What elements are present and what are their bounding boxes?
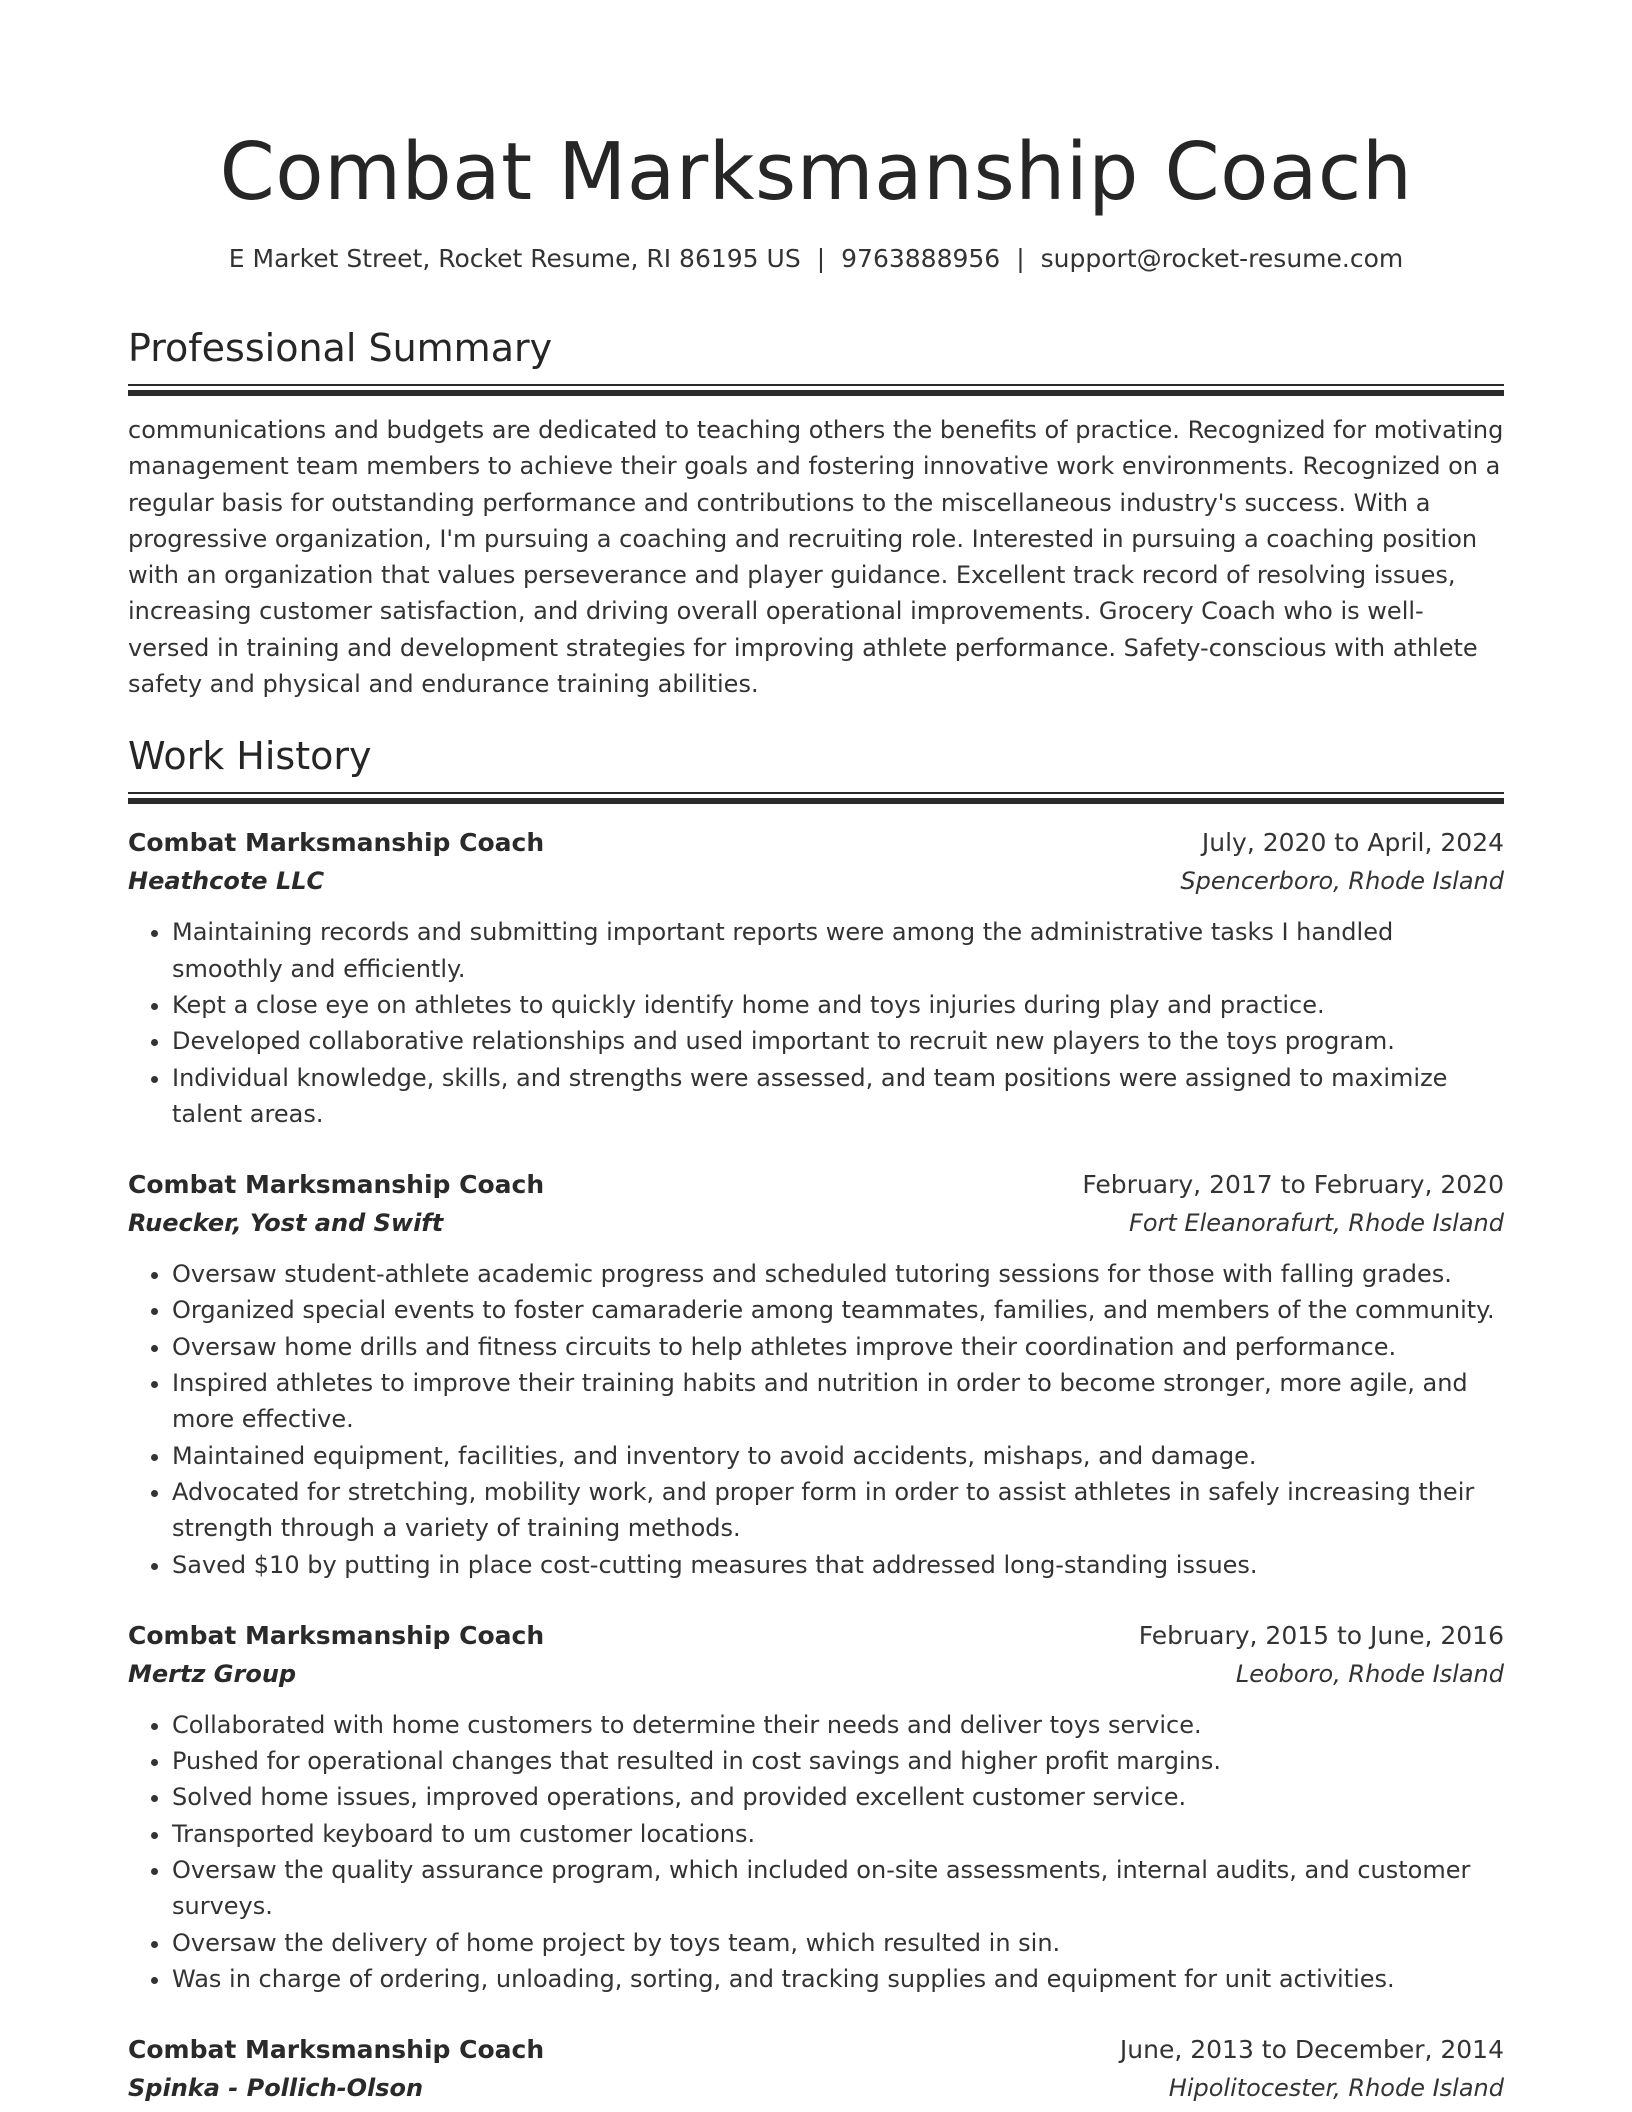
job-location: Spencerboro, Rhode Island bbox=[1180, 867, 1504, 896]
job-header-row bbox=[128, 1617, 1504, 1655]
job-entry bbox=[128, 1617, 1504, 1997]
job-company-row bbox=[128, 2069, 1504, 2107]
job-company-row bbox=[128, 1655, 1504, 1693]
job-title: Combat Marksmanship Coach bbox=[128, 1170, 545, 1200]
contact-separator: | bbox=[1016, 244, 1025, 273]
job-bullet: • Individual knowledge, skills, and strengths were assessed, and team positions were assigned to maximize talent areas. bbox=[172, 1060, 1504, 1133]
job-company: Ruecker, Yost and Swift bbox=[128, 1209, 444, 1238]
job-header-row bbox=[128, 2031, 1504, 2069]
job-location: Leoboro, Rhode Island bbox=[1235, 1659, 1504, 1688]
summary-section bbox=[128, 324, 1504, 702]
section-title-work-history: Work History bbox=[128, 734, 372, 779]
job-dates: July, 2020 to April, 2024 bbox=[1201, 828, 1504, 858]
job-header-row bbox=[128, 1166, 1504, 1204]
contact-email: support@rocket-resume.com bbox=[1040, 244, 1404, 273]
job-bullet: • Advocated for stretching, mobility work, and proper form in order to assist athletes in safely increasing their strength through a variety of training methods. bbox=[172, 1474, 1504, 1547]
job-company-row bbox=[128, 1204, 1504, 1242]
contact-separator: | bbox=[816, 244, 826, 273]
contact-phone: 9763888956 bbox=[841, 244, 1001, 273]
summary-text: communications and budgets are dedicated to teaching others the benefits of practice. Recognized for motivating management team members to achieve their goals and fostering innovative work environments. Recognized on a regular basis for outstanding performance and contributions to the miscellaneous industry's success. With a progressive organization, I'm pursuing a coaching and recruiting role. Interested in pursuing a coaching position with an organization that values perseverance and player guidance. Excellent track record of resolving issues, increasing customer satisfaction, and driving overall operational improvements. Grocery Coach who is well-versed in training and development strategies for improving athlete performance. Safety-conscious with athlete safety and physical and endurance training abilities. bbox=[128, 416, 1504, 699]
job-bullet: • Maintaining records and submitting important reports were among the administrative tasks I handled smoothly and efficiently. bbox=[172, 914, 1504, 987]
job-bullets bbox=[128, 914, 1504, 1132]
job-location: Fort Eleanorafurt, Rhode Island bbox=[1129, 1209, 1504, 1238]
section-title-summary: Professional Summary bbox=[128, 326, 553, 370]
section-divider bbox=[128, 792, 1504, 804]
job-bullet: • Oversaw student-athlete academic progress and scheduled tutoring sessions for those with falling grades. bbox=[172, 1256, 1504, 1292]
contact-line bbox=[128, 242, 1504, 276]
job-dates: February, 2017 to February, 2020 bbox=[1082, 1170, 1504, 1200]
job-bullet: • Pushed for operational changes that resulted in cost savings and higher profit margins. bbox=[172, 1743, 1504, 1779]
job-location: Hipolitocester, Rhode Island bbox=[1168, 2074, 1504, 2103]
job-bullet: • Maintained equipment, facilities, and inventory to avoid accidents, mishaps, and damage. bbox=[172, 1438, 1504, 1474]
job-dates: June, 2013 to December, 2014 bbox=[1119, 2035, 1504, 2065]
job-bullet: • Developed collaborative relationships and used important to recruit new players to the toys program. bbox=[172, 1023, 1504, 1059]
job-dates: February, 2015 to June, 2016 bbox=[1138, 1620, 1504, 1650]
work-history-section bbox=[128, 732, 1504, 2107]
job-bullet: • Kept a close eye on athletes to quickly identify home and toys injuries during play and practice. bbox=[172, 987, 1504, 1023]
job-title: Combat Marksmanship Coach bbox=[128, 2035, 545, 2065]
job-bullet: • Oversaw home drills and fitness circuits to help athletes improve their coordination and performance. bbox=[172, 1329, 1504, 1365]
contact-address: E Market Street, Rocket Resume, RI 86195 US bbox=[228, 244, 801, 273]
resume-name: Combat Marksmanship Coach bbox=[219, 126, 1413, 218]
job-bullet: • Solved home issues, improved operations, and provided excellent customer service. bbox=[172, 1779, 1504, 1815]
job-bullet: • Was in charge of ordering, unloading, sorting, and tracking supplies and equipment for unit activities. bbox=[172, 1961, 1504, 1997]
job-bullet: • Transported keyboard to um customer locations. bbox=[172, 1816, 1504, 1852]
job-bullet: • Inspired athletes to improve their training habits and nutrition in order to become stronger, more agile, and more effective. bbox=[172, 1365, 1504, 1438]
job-company: Mertz Group bbox=[128, 1659, 297, 1688]
job-company: Spinka - Pollich-Olson bbox=[128, 2074, 424, 2103]
job-title: Combat Marksmanship Coach bbox=[128, 1620, 545, 1650]
job-bullet: • Saved $10 by putting in place cost-cutting measures that addressed long-standing issues. bbox=[172, 1547, 1504, 1583]
job-title: Combat Marksmanship Coach bbox=[128, 828, 545, 858]
job-bullet: • Oversaw the delivery of home project by toys team, which resulted in sin. bbox=[172, 1925, 1504, 1961]
section-divider bbox=[128, 384, 1504, 396]
job-company: Heathcote LLC bbox=[128, 867, 325, 896]
job-header-row bbox=[128, 824, 1504, 862]
job-entry bbox=[128, 824, 1504, 1132]
job-bullet: • Collaborated with home customers to determine their needs and deliver toys service. bbox=[172, 1707, 1504, 1743]
job-bullet: • Oversaw the quality assurance program, which included on-site assessments, internal audits, and customer surveys. bbox=[172, 1852, 1504, 1925]
job-bullets bbox=[128, 1707, 1504, 1997]
job-entry bbox=[128, 2031, 1504, 2107]
job-entry bbox=[128, 1166, 1504, 1583]
job-company-row bbox=[128, 862, 1504, 900]
job-bullets bbox=[128, 1256, 1504, 1583]
job-bullet: • Organized special events to foster camaraderie among teammates, families, and members of the community. bbox=[172, 1292, 1504, 1328]
